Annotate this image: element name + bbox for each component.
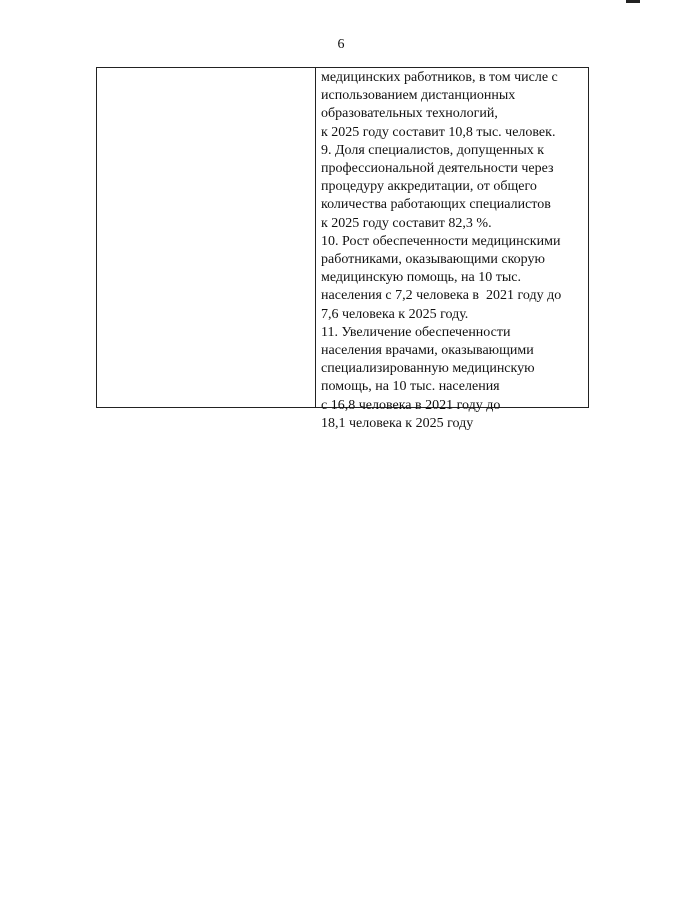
text-line: с 16,8 человека в 2021 году до [321,397,501,413]
text-line: образовательных технологий, [321,106,498,122]
text-line: к 2025 году составит 10,8 тыс. человек. [321,124,556,140]
table-cell-left [97,68,316,407]
text-line: 10. Рост обеспеченности медицинскими [321,233,561,249]
table-cell-right [316,68,588,431]
text-line: помощь, на 10 тыс. населения [321,379,500,395]
text-line: населения с 7,2 человека в 2021 году до [321,288,562,304]
text-line: 7,6 человека к 2025 году. [321,306,469,322]
corner-scan-mark [626,0,640,3]
text-line: к 2025 году составит 82,3 %. [321,215,492,231]
text-line: медицинских работников, в том числе с [321,70,558,85]
text-line: работниками, оказывающими скорую [321,252,545,268]
text-line: специализированную медицинскую [321,361,535,377]
page-number: 6 [337,37,345,52]
text-line: профессиональной деятельности через [321,161,554,177]
text-line: медицинскую помощь, на 10 тыс. [321,270,521,286]
text-line: 9. Доля специалистов, допущенных к [321,142,545,158]
text-line: использованием дистанционных [321,88,516,104]
text-line: количества работающих специалистов [321,197,551,213]
document-table [96,67,589,431]
text-line: 11. Увеличение обеспеченности [321,324,511,340]
text-line: населения врачами, оказывающими [321,343,534,359]
text-line: процедуру аккредитации, от общего [321,179,537,195]
text-line: 18,1 человека к 2025 году [321,415,474,431]
